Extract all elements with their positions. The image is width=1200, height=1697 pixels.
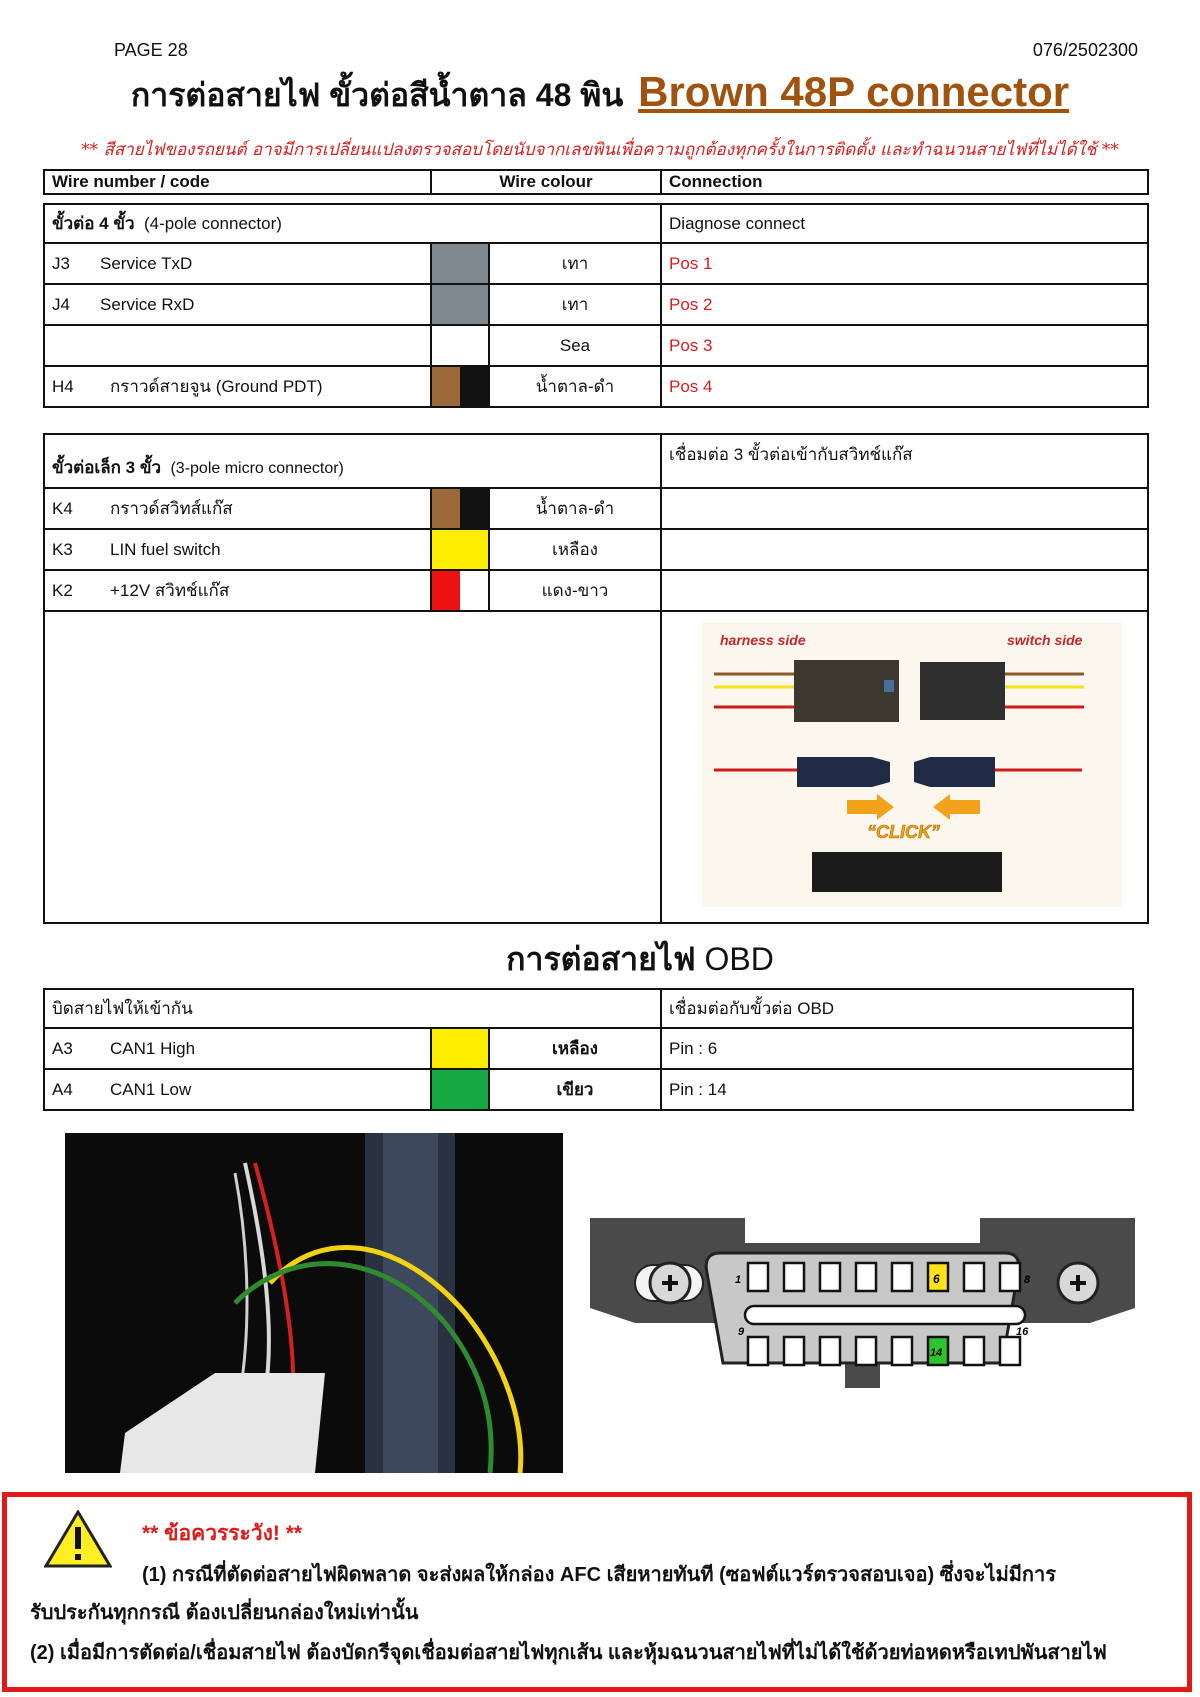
wire-colour-name: เขียว (489, 1069, 661, 1110)
swatch-stripe (432, 530, 488, 569)
pin-8-number: 8 (1024, 1274, 1031, 1286)
swatch-stripe (432, 1029, 488, 1068)
three-pole-table (43, 433, 1149, 924)
table-row (44, 1069, 1133, 1110)
connection-value: Pos 4 (661, 366, 1148, 407)
wire-colour-swatch (431, 1069, 489, 1110)
wire-colour-swatch (431, 243, 489, 284)
four-pole-connection: Diagnose connect (661, 204, 1148, 243)
harness-plug (797, 757, 872, 787)
wire-code: K3 (52, 539, 73, 559)
micro-connector-photo-cell (661, 611, 1148, 923)
obd-left-head: บิดสายไฟให้เข้ากัน (44, 989, 661, 1028)
obd-table (43, 988, 1134, 1111)
connector-center-slot (745, 1306, 1025, 1324)
table-row (44, 284, 1148, 325)
pin-9-number: 9 (738, 1326, 745, 1338)
three-pole-title-th: ขั้วต่อเล็ก 3 ขั้ว (52, 458, 162, 477)
col-wire-number: Wire number / code (44, 170, 431, 194)
wire-name: กราวด์สวิทส์แก๊ส (110, 499, 233, 518)
swatch-stripe (432, 285, 488, 324)
obd-connector-diagram (590, 1213, 1135, 1403)
table-row (44, 488, 1148, 529)
switch-connector (920, 662, 1005, 720)
wire-code: A3 (52, 1038, 73, 1058)
table-row (44, 243, 1148, 284)
table-row (44, 366, 1148, 407)
connection-value: Pos 3 (661, 325, 1148, 366)
wire-code-cell (44, 488, 431, 529)
caution-line-2: (2) เมื่อมีการตัดต่อ/เชื่อมสายไฟ ต้องบัดกรีจุดเชื่อมต่อสายไฟทุกเส้น และหุ้มฉนวนสายไฟที่ไม่ได้ใช้ด้วยท่อหดหรือเทปพันสายไฟ (30, 1642, 1107, 1664)
obd-pin-value: Pin : 6 (661, 1028, 1133, 1069)
wire-code: J3 (52, 253, 70, 273)
wire-name: LIN fuel switch (110, 539, 221, 559)
harness-side-label: harness side (720, 632, 806, 648)
wire-code-cell (44, 1069, 431, 1110)
column-header-table (43, 169, 1149, 195)
wire-code: H4 (52, 377, 74, 396)
caution-line-1b: รับประกันทุกกรณี ต้องเปลี่ยนกล่องใหม่เท่านั้น (30, 1602, 419, 1624)
wire-colour-swatch (431, 366, 489, 407)
swatch-stripe (432, 571, 460, 610)
switch-side-label: switch side (1007, 632, 1083, 648)
wire-colour-name: เหลือง (489, 1028, 661, 1069)
wire-colour-swatch (431, 529, 489, 570)
wire-colour-swatch (431, 284, 489, 325)
connection-value: Pos 1 (661, 243, 1148, 284)
wire-name: CAN1 High (110, 1038, 196, 1058)
four-pole-table (43, 203, 1149, 408)
wire-colour-warning: ** สีสายไฟของรถยนต์ อาจมีการเปลี่ยนแปลงตรวจสอบโดยนับจากเลขพินเพื่อความถูกต้องทุกครั้งในการติดตั้ง และทำฉนวนสายไฟที่ไม่ได้ใช้ ** (81, 140, 1119, 160)
pin-16-number: 16 (1016, 1326, 1029, 1338)
swatch-stripe (432, 1070, 488, 1109)
col-wire-colour: Wire colour (431, 170, 661, 194)
title-english: Brown 48P connector (638, 68, 1070, 115)
connection-value (661, 570, 1148, 611)
table-row (44, 1028, 1133, 1069)
obd-right-head: เชื่อมต่อกับขั้วต่อ OBD (661, 989, 1133, 1028)
wire-colour-name: Sea (489, 325, 661, 366)
warning-triangle-icon (44, 1510, 112, 1568)
phone-number: 076/2502300 (1032, 40, 1138, 60)
swatch-stripe (432, 326, 488, 365)
wire-colour-name: เหลือง (489, 529, 661, 570)
wire-name: CAN1 Low (110, 1079, 192, 1099)
swatch-stripe (432, 367, 460, 406)
wire-name: กราวด์สายจูน (Ground PDT) (110, 377, 323, 396)
wire-code-cell (44, 1028, 431, 1069)
wire-code: K4 (52, 499, 73, 518)
wire-colour-swatch (431, 325, 489, 366)
wire-code: A4 (52, 1079, 73, 1099)
obd-wiring-photo (65, 1133, 563, 1473)
wire-name: Service TxD (100, 253, 193, 273)
wire-code-cell (44, 529, 431, 570)
wire-colour-swatch (431, 570, 489, 611)
table-row (44, 570, 1148, 611)
swatch-stripe (460, 367, 488, 406)
switch-plug (930, 757, 995, 787)
wire-code-cell (44, 325, 431, 366)
table-row (44, 529, 1148, 570)
wire-name: +12V สวิทช์แก๊ส (110, 581, 230, 600)
wire-colour-name: น้ำตาล-ดำ (489, 488, 661, 529)
wire-colour-swatch (431, 488, 489, 529)
connection-value: Pos 2 (661, 284, 1148, 325)
swatch-stripe (460, 571, 488, 610)
four-pole-title-en: (4-pole connector) (143, 214, 282, 233)
obd-title-thai: การต่อสายไฟ (506, 941, 696, 977)
page-title (0, 68, 1200, 121)
click-label: “CLICK” (867, 822, 940, 842)
wire-colour-name: เทา (489, 284, 661, 325)
pin-6-label: 6 (933, 1272, 940, 1286)
caution-line-1a: (1) กรณีที่ตัดต่อสายไฟผิดพลาด จะส่งผลให้กล่อง AFC เสียหายทันที (ซอฟต์แวร์ตรวจสอบเจอ) ซึ่งจะไม่มีการ (142, 1564, 1057, 1586)
wire-code-cell (44, 366, 431, 407)
wire-name: Service RxD (100, 294, 195, 314)
four-pole-title (44, 204, 661, 243)
connection-value (661, 529, 1148, 570)
page-number: PAGE 28 (114, 40, 188, 60)
connection-value (661, 488, 1148, 529)
three-pole-connection: เชื่อมต่อ 3 ขั้วต่อเข้ากับสวิทช์แก๊ส (661, 434, 1148, 488)
wire-colour-name: แดง-ขาว (489, 570, 661, 611)
wire-code: J4 (52, 294, 70, 314)
pin-1-number: 1 (735, 1274, 742, 1286)
joined-connector (812, 852, 1002, 892)
obd-title-english: OBD (704, 941, 774, 977)
swatch-stripe (432, 489, 460, 528)
obd-section-title (0, 934, 1200, 985)
wire-colour-swatch (431, 1028, 489, 1069)
wire-code-cell (44, 284, 431, 325)
harness-connector (794, 660, 899, 722)
swatch-stripe (432, 244, 488, 283)
wire-code-cell (44, 570, 431, 611)
wire-colour-name: น้ำตาล-ดำ (489, 366, 661, 407)
caution-title: ** ข้อควรระวัง! ** (142, 1522, 303, 1545)
three-pole-title (44, 434, 661, 488)
three-pole-title-en: (3-pole micro connector) (170, 460, 344, 477)
col-connection: Connection (661, 170, 1148, 194)
wire-code: K2 (52, 581, 73, 600)
swatch-stripe (460, 489, 488, 528)
table-row (44, 325, 1148, 366)
title-thai: การต่อสายไฟ ขั้วต่อสีน้ำตาล 48 พิน (130, 77, 624, 113)
obd-pin-value: Pin : 14 (661, 1069, 1133, 1110)
empty-cell (44, 611, 661, 923)
wire-code-cell (44, 243, 431, 284)
pin-14-label: 14 (930, 1347, 943, 1359)
wire-colour-name: เทา (489, 243, 661, 284)
micro-connector-photo (662, 612, 1148, 917)
four-pole-title-th: ขั้วต่อ 4 ขั้ว (52, 214, 135, 233)
